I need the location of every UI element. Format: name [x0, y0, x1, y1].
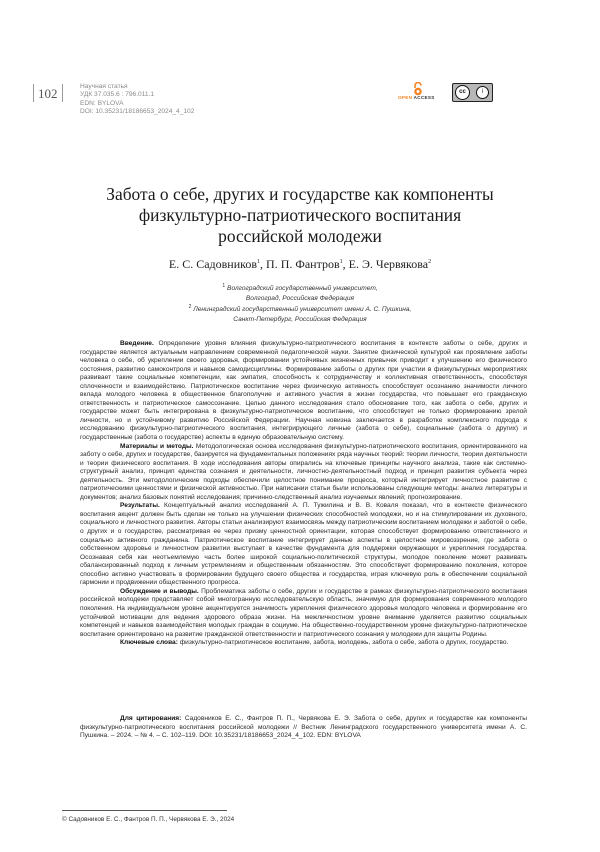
title-line: физкультурно-патриотического воспитания	[138, 205, 462, 225]
author-sup: 1	[339, 259, 343, 265]
article-meta	[80, 83, 194, 117]
section-text: Определение уровня влияния физкультурно-патриотического воспитания в контексте заботы о себе, других и государстве является актуальным направлением современной педагогической науки. Занятие физической культурой как проявление заботы человека о себе, об укреплении своего здоровья, формировании устойчивых жизненных привычек приводит к улучшению его физического состояния, развитию самоконтроля и навыков самодисциплины. Формирование заботы о других при участии в физкультурных мероприятиях развивает такие социальные компетенции, как эмпатия, способность к сотрудничеству и коллективная ответственность, способствуя сплоченности и взаимодействию. Патриотическое воспитание через физическую активность способствует осознанию значимости личного вклада молодого человека в общественное благополучие и активного участия в жизни государства, что повышает его гражданскую ответственность и патриотическое самосознание. Целью данного исследования стало обоснование того, как забота о себе, других и государстве может быть интегрирована в физкультурно-патриотическое воспитание, что способствует не только формированию зрелой личности, но и устойчивому развитию Российской Федерации. Научная новизна заключается в разработке комплексного подхода к исследованию физкультурно-патриотического воспитания, интегрирующего личные (забота о себе), социальные (забота о других) и государственные (забота о государстве) аспекты в единую образовательную систему.	[80, 340, 527, 442]
title-line: Забота о себе, других и государстве как компоненты	[106, 184, 494, 204]
abstract-keywords	[80, 639, 527, 648]
abstract	[80, 340, 527, 648]
meta-udc: УДК 37.035.6 : 796.011.1	[80, 91, 155, 99]
citation-text: Садовников Е. С., Фантров П. П., Червякова Е. Э. Забота о себе, других и государстве как компоненты физкультурно-патриотического воспитания российской молодежи // Вестник Ленинградского государственного университета имени А. С. Пушкина. – 2024. – № 4. – С. 102–119. DOI: 10.35231/18186653_2024_4_102. EDN: BYLOVA	[80, 715, 527, 740]
author-sup: 1	[257, 259, 261, 265]
citation	[80, 715, 527, 741]
page-number: 102	[38, 86, 58, 101]
author-name: Е. Э. Червякова	[348, 257, 429, 271]
affiliation-line	[100, 294, 500, 304]
footnote-divider	[62, 810, 227, 811]
affiliation-text: Ленинградский государственный университет имени А. С. Пушкина,	[193, 306, 412, 314]
section-label: Ключевые слова:	[120, 639, 178, 647]
meta-edn: EDN: BYLOVA	[80, 99, 124, 107]
open-access-logo	[398, 82, 444, 102]
affiliation-text: Волгоградский государственный университет,	[227, 285, 378, 293]
section-text: Методологическая основа исследования физкультурно-патриотического воспитания, ориентированного на заботу о себе, других и государстве, базируется на фундаментальных положениях ряда научных теорий: теории личности, теории деятельности и теории физического воспитания. В ходе исследования авторы опирались на ключевые принципы научного анализа, такие как системно-структурный анализ, принцип единства сознания и деятельности, личностно-деятельностный подход и принцип развития субъекта через деятельность. Эти методологические подходы обеспечили целостное понимание процесса, который интегрирует личностное развитие с патриотическими ценностями и физической активностью. При написании статьи были использованы следующие методы: анализ литературы и документов; анализ базовых понятий исследования; причинно-следственный анализ изучаемых явлений; прогнозирование.	[80, 442, 527, 501]
meta-doi[interactable]: DOI: 10.35231/18186653_2024_4_102	[80, 108, 195, 116]
affiliations	[100, 282, 500, 325]
open-access-text	[398, 95, 435, 100]
section-label: Обсуждение и выводы.	[120, 587, 199, 595]
section-text: Концептуальный анализ исследований А. П. Тужилина и В. В. Коваля показал, что в контексте физического воспитания акцент должен быть сделан не только на улучшении физических способностей молодежи, но и на стимулировании их духовного, социального и личностного развития. Авторы статьи анализируют взаимосвязь между патриотическим воспитанием молодежи и заботой о себе, о других и о государстве, рассматривая ее через призму ценностной ориентации, которая способствует формированию ответственного и социально активного гражданина. Патриотическое воспитание интегрирует данные аспекты в целостное мировоззрение, где забота о собственном здоровье и личностном развитии выступает в качестве фундамента для поддержки окружающих и укрепления государства. Осознавая себя как неотъемлемую часть более широкой социально-политической структуры, молодое поколение может развивать сбалансированный подход к личным устремлениям и общественным обязанностям. Это способствует формированию поколения, которое способно активно участвовать в формировании будущего своего общества и государства, играя ключевую роль в обеспечении социальной гармонии и продвижении общественного прогресса.	[80, 502, 527, 587]
affiliation-line	[100, 315, 500, 325]
section-label: Результаты.	[120, 502, 160, 510]
section-label: Материалы и методы.	[120, 442, 194, 450]
author-name: Е. С. Садовников	[168, 257, 258, 271]
cc-icon: cc	[455, 85, 470, 100]
section-text: физкультурно-патриотическое воспитание, забота, молодежь, забота о себе, забота о других, государство.	[179, 639, 509, 647]
abstract-methods	[80, 443, 527, 503]
section-text: Проблематика заботы о себе, других и государстве в рамках физкультурно-патриотического воспитания российской молодежи представляет собой многогранную исследовательскую область, значимую для формирования современного молодого поколения. На индивидуальном уровне акцентируется значимость укрепления физического здоровья молодого человека и формирование его устойчивой мотивации для ведения здорового образа жизни. На межличностном уровне внимание уделяется развитию социальных компетенций и навыков взаимодействия молодых граждан в социуме. На общественно-государственном уровне физкультурно-патриотическое воспитание ориентировано на развитие гражданской ответственности и патриотического сознания у молодежи для защиты Родины.	[80, 587, 528, 638]
citation-label: Для цитирования:	[120, 715, 182, 722]
author-sup: 2	[428, 259, 432, 265]
open-access-access: ACCESS	[413, 95, 435, 100]
affiliation-line	[100, 282, 500, 294]
affiliation-text: Волгоград, Российская Федерация	[245, 294, 355, 302]
open-lock-icon	[412, 82, 424, 96]
open-access-open: OPEN	[398, 95, 413, 100]
by-attribution-icon: i	[476, 86, 489, 99]
affiliation-line	[100, 303, 500, 315]
cc-license-badge[interactable]	[452, 83, 493, 102]
affiliation-sup: 2	[188, 304, 192, 311]
abstract-introduction	[80, 340, 527, 443]
affiliation-text: Санкт-Петербург, Российская Федерация	[233, 316, 367, 324]
copyright-notice: © Садовников Е. С., Фантров П. П., Червякова Е. Э., 2024	[62, 816, 235, 823]
citation-block	[80, 715, 527, 741]
meta-article-type: Научная статья	[80, 83, 128, 90]
abstract-discussion	[80, 588, 527, 639]
author-name: П. П. Фантров	[266, 257, 340, 271]
section-label: Введение.	[120, 340, 154, 347]
author-list: Е. С. Садовников$^1$, П. П. Фантров$^1$, Е. Э. Червякова$^2$	[168, 257, 432, 271]
article-title	[60, 184, 540, 247]
title-line: российской молодежи	[218, 226, 382, 246]
abstract-results	[80, 502, 527, 587]
affiliation-sup: 1	[222, 283, 226, 289]
